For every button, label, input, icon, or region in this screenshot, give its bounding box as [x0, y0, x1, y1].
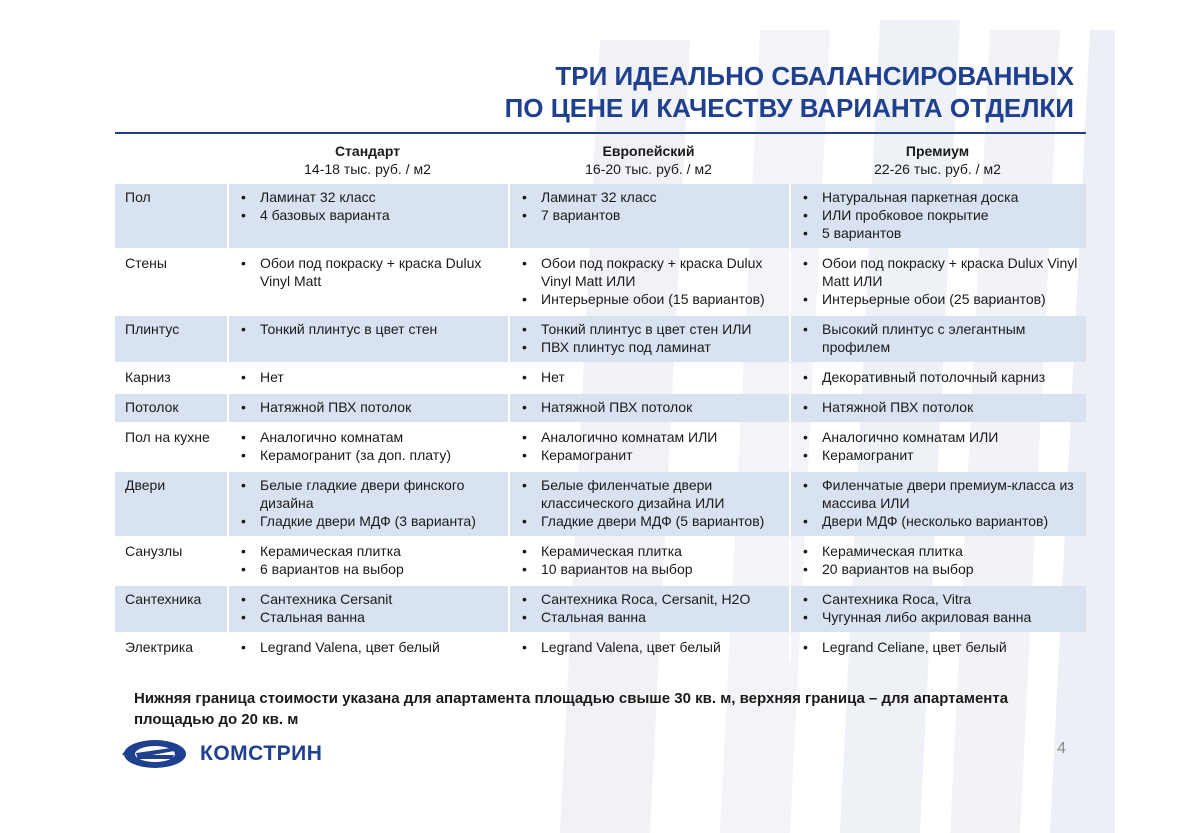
row-label: Карниз: [125, 369, 171, 385]
bullet-list: [520, 476, 783, 530]
list-item: • 5 вариантов: [801, 224, 1080, 242]
bullet-list: [801, 590, 1080, 626]
bullet-list: [520, 188, 783, 224]
list-item: • 7 вариантов: [520, 206, 783, 224]
list-item: • Белые филенчатые двери классического дизайна ИЛИ: [520, 476, 783, 512]
list-item: • Высокий плинтус с элегантным профилем: [801, 320, 1080, 356]
list-item: • Legrand Valena, цвет белый: [520, 638, 783, 656]
list-item: • 20 вариантов на выбор: [801, 560, 1080, 578]
bullet-list: [239, 476, 502, 530]
bullet-list: [801, 368, 1080, 386]
list-item: • Legrand Valena, цвет белый: [239, 638, 502, 656]
bullet-list: [239, 188, 502, 224]
row-label: Стены: [125, 255, 167, 271]
bullet-list: [801, 320, 1080, 356]
table-cell: [227, 424, 508, 470]
table-row: [115, 424, 1086, 470]
bullet-list: [239, 638, 502, 656]
table-cell: [789, 316, 1086, 362]
list-item: • Legrand Celiane, цвет белый: [801, 638, 1080, 656]
table-cell: [227, 316, 508, 362]
row-label: Плинтус: [115, 316, 227, 362]
table-cell: [227, 472, 508, 536]
list-item: • Керамическая плитка: [239, 542, 502, 560]
row-label: Электрика: [125, 639, 194, 655]
column-name: Премиум: [905, 143, 970, 159]
list-item: • Гладкие двери МДФ (3 варианта): [239, 512, 502, 530]
list-item: • Ламинат 32 класс: [520, 188, 783, 206]
list-item: • Сантехника Roca, Cersanit, H2O: [520, 590, 783, 608]
list-item: • Сантехника Cersanit: [239, 590, 502, 608]
table-cell: [789, 394, 1086, 422]
header-premium: [789, 138, 1086, 182]
bullet-list: [239, 542, 502, 578]
bullet-list: [520, 638, 783, 656]
bullet-list: [239, 254, 502, 290]
bullet-list: [520, 320, 783, 356]
table-cell: [227, 634, 508, 662]
title-divider: [115, 132, 1086, 134]
list-item: • Керамическая плитка: [801, 542, 1080, 560]
row-label: Потолок: [115, 394, 227, 422]
table-cell: [508, 472, 789, 536]
table-header-row: [115, 138, 1086, 182]
bullet-list: [801, 428, 1080, 464]
list-item: • Чугунная либо акриловая ванна: [801, 608, 1080, 626]
column-price: 16-20 тыс. руб. / м2: [585, 161, 712, 177]
list-item: • Нет: [520, 368, 783, 386]
table-cell: [227, 538, 508, 584]
list-item: • Интерьерные обои (15 вариантов): [520, 290, 783, 308]
table-cell: [789, 586, 1086, 632]
bullet-list: [520, 368, 783, 386]
bullet-list: [801, 254, 1080, 308]
bullet-list: [801, 476, 1080, 530]
list-item: • Аналогично комнатам ИЛИ: [520, 428, 783, 446]
column-price: 14-18 тыс. руб. / м2: [304, 161, 431, 177]
bullet-list: [801, 542, 1080, 578]
table-cell: [508, 250, 789, 314]
list-item: • Натуральная паркетная доска: [801, 188, 1080, 206]
table-row: [115, 472, 1086, 536]
table-cell: [789, 634, 1086, 662]
list-item: • Керамогранит: [520, 446, 783, 464]
bullet-list: [239, 590, 502, 626]
table-cell: [508, 538, 789, 584]
list-item: • Ламинат 32 класс: [239, 188, 502, 206]
table-cell: [508, 586, 789, 632]
title-line-2: ПО ЦЕНЕ И КАЧЕСТВУ ВАРИАНТА ОТДЕЛКИ: [504, 93, 1074, 123]
list-item: • 6 вариантов на выбор: [239, 560, 502, 578]
row-label: Пол: [115, 184, 227, 248]
bullet-list: [801, 188, 1080, 242]
bullet-list: [239, 398, 502, 416]
bullet-list: [801, 398, 1080, 416]
table-cell: [227, 364, 508, 392]
table-cell: [789, 424, 1086, 470]
list-item: • Нет: [239, 368, 502, 386]
column-name: Европейский: [602, 143, 695, 159]
table-cell: [227, 250, 508, 314]
table-cell: [508, 394, 789, 422]
table-cell: [227, 586, 508, 632]
logo-text: КОМСТРИН: [200, 742, 323, 765]
page-number: 4: [1057, 740, 1066, 757]
bullet-list: [520, 590, 783, 626]
table-cell: [508, 184, 789, 248]
list-item: • Гладкие двери МДФ (5 вариантов): [520, 512, 783, 530]
list-item: • Керамогранит: [801, 446, 1080, 464]
komstrin-logo-icon: [122, 736, 192, 772]
list-item: • Интерьерные обои (25 вариантов): [801, 290, 1080, 308]
list-item: • Тонкий плинтус в цвет стен: [239, 320, 502, 338]
table-row: [115, 634, 1086, 662]
header-european: [508, 138, 789, 182]
table-cell: [508, 316, 789, 362]
table-body: [115, 184, 1086, 662]
table-row: [115, 316, 1086, 362]
title-line-1: ТРИ ИДЕАЛЬНО СБАЛАНСИРОВАННЫХ: [555, 61, 1074, 91]
table-cell: [227, 184, 508, 248]
table-cell: [789, 184, 1086, 248]
list-item: • Натяжной ПВХ потолок: [520, 398, 783, 416]
list-item: • Обои под покраску + краска Dulux Vinyl Matt ИЛИ: [520, 254, 783, 290]
list-item: • Аналогично комнатам: [239, 428, 502, 446]
table-row: [115, 364, 1086, 392]
list-item: • Натяжной ПВХ потолок: [239, 398, 502, 416]
row-label: Санузлы: [125, 543, 183, 559]
table-row: [115, 184, 1086, 248]
list-item: • Керамическая плитка: [520, 542, 783, 560]
list-item: • 4 базовых варианта: [239, 206, 502, 224]
header-standard: [227, 138, 508, 182]
table-row: [115, 586, 1086, 632]
company-logo: [122, 736, 322, 772]
list-item: • Обои под покраску + краска Dulux Vinyl Matt: [239, 254, 502, 290]
table-cell: [508, 634, 789, 662]
list-item: • Стальная ванна: [239, 608, 502, 626]
bullet-list: [520, 254, 783, 308]
list-item: • Стальная ванна: [520, 608, 783, 626]
bullet-list: [520, 398, 783, 416]
list-item: • Филенчатые двери премиум-класса из массива ИЛИ: [801, 476, 1080, 512]
bullet-list: [239, 368, 502, 386]
row-label: Сантехника: [115, 586, 227, 632]
list-item: • Тонкий плинтус в цвет стен ИЛИ: [520, 320, 783, 338]
footnote: Нижняя граница стоимости указана для апартамента площадью свыше 30 кв. м, верхняя граница – для апартамента площадью до 20 кв. м: [134, 690, 1009, 728]
table-cell: [508, 364, 789, 392]
column-name: Стандарт: [334, 143, 401, 159]
list-item: • Аналогично комнатам ИЛИ: [801, 428, 1080, 446]
list-item: • 10 вариантов на выбор: [520, 560, 783, 578]
page-title: [274, 60, 1074, 124]
table-cell: [789, 538, 1086, 584]
list-item: • Двери МДФ (несколько вариантов): [801, 512, 1080, 530]
table-cell: [789, 364, 1086, 392]
bullet-list: [520, 542, 783, 578]
table-row: [115, 538, 1086, 584]
bullet-list: [520, 428, 783, 464]
list-item: • Натяжной ПВХ потолок: [801, 398, 1080, 416]
table-row: [115, 394, 1086, 422]
row-label: Двери: [115, 472, 227, 536]
table-cell: [508, 424, 789, 470]
list-item: • Керамогранит (за доп. плату): [239, 446, 502, 464]
finish-options-table: [115, 136, 1086, 664]
bullet-list: [239, 320, 502, 338]
header-empty-cell: [115, 138, 227, 182]
list-item: • Белые гладкие двери финского дизайна: [239, 476, 502, 512]
bullet-list: [239, 428, 502, 464]
row-label: Пол на кухне: [125, 429, 210, 445]
bullet-list: [801, 638, 1080, 656]
table-cell: [789, 250, 1086, 314]
list-item: • ПВХ плинтус под ламинат: [520, 338, 783, 356]
list-item: • Обои под покраску + краска Dulux Vinyl Matt ИЛИ: [801, 254, 1080, 290]
list-item: • Сантехника Roca, Vitra: [801, 590, 1080, 608]
list-item: • ИЛИ пробковое покрытие: [801, 206, 1080, 224]
list-item: • Декоративный потолочный карниз: [801, 368, 1080, 386]
table-row: [115, 250, 1086, 314]
table-cell: [227, 394, 508, 422]
column-price: 22-26 тыс. руб. / м2: [874, 161, 1001, 177]
table-cell: [789, 472, 1086, 536]
